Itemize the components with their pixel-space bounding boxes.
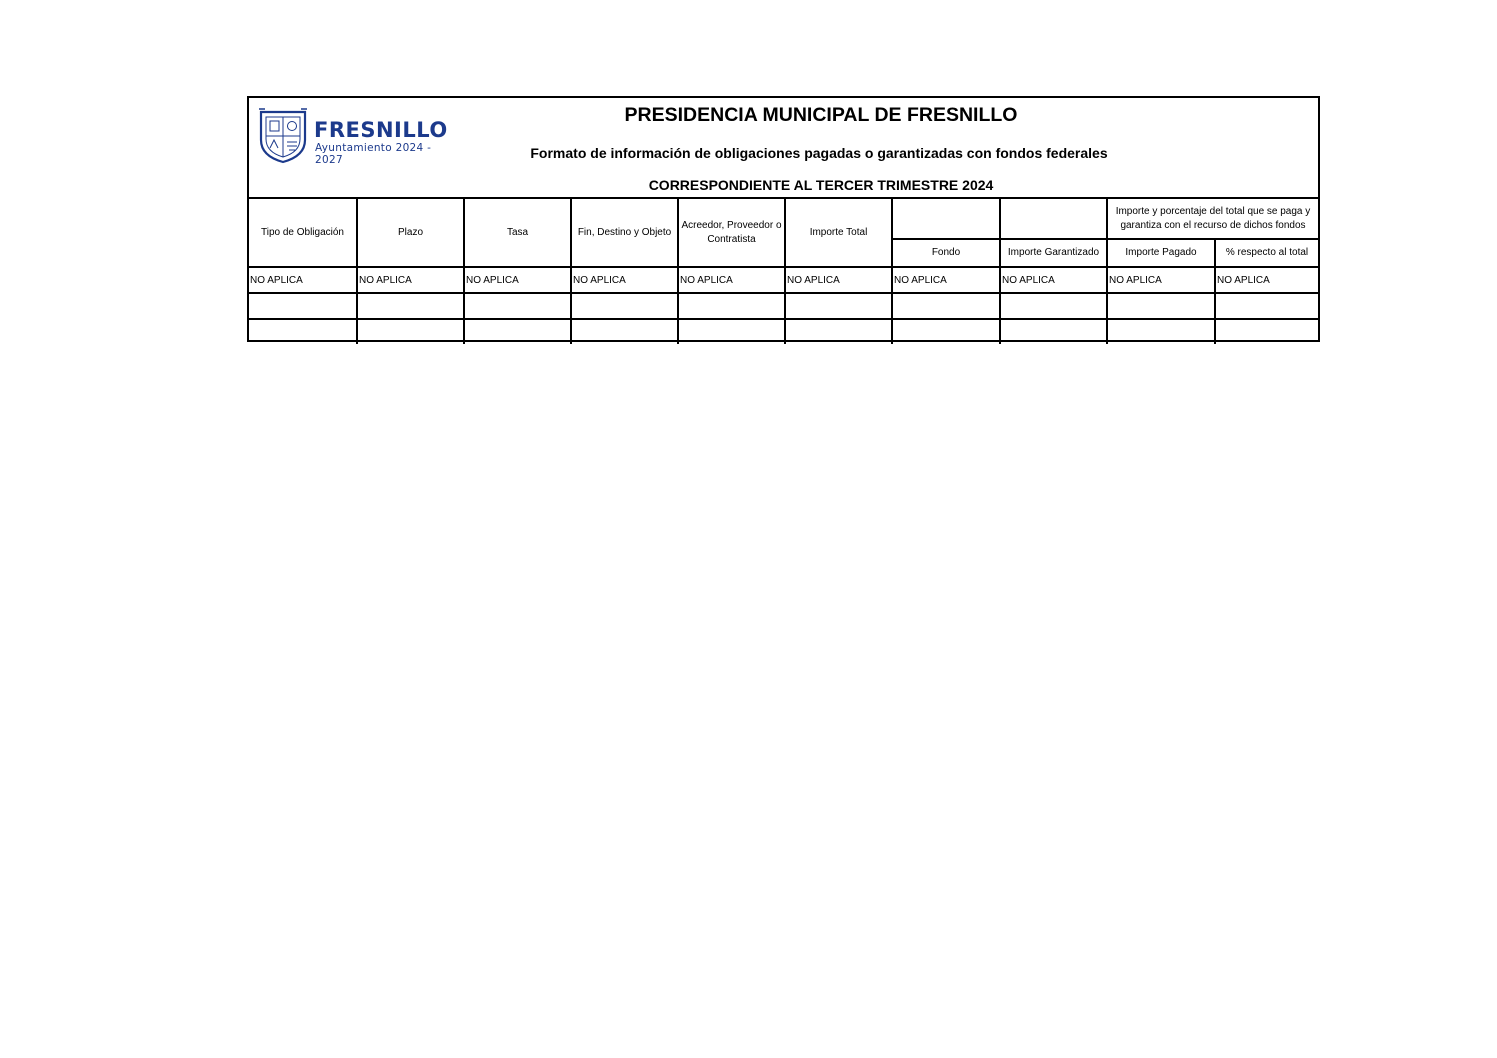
table-cell: NO APLICA — [464, 267, 571, 293]
table-cell — [678, 293, 785, 319]
table-row — [249, 267, 1318, 293]
table-cell: NO APLICA — [678, 267, 785, 293]
header-importe-garantizado: Importe Garantizado — [1000, 239, 1107, 267]
header-fin-destino-objeto: Fin, Destino y Objeto — [571, 199, 678, 267]
header-tipo-obligacion: Tipo de Obligación — [249, 199, 357, 267]
table-cell — [1107, 293, 1215, 319]
table-cell — [464, 293, 571, 319]
report-period: CORRESPONDIENTE AL TERCER TRIMESTRE 2024 — [648, 177, 994, 193]
page-title: PRESIDENCIA MUNICIPAL DE FRESNILLO — [624, 104, 1018, 126]
table-cell: NO APLICA — [785, 267, 892, 293]
table-cell: NO APLICA — [1107, 267, 1215, 293]
table-cell — [571, 319, 678, 344]
table-cell: NO APLICA — [892, 267, 1000, 293]
table-cell — [249, 319, 357, 344]
page-subtitle: Formato de información de obligaciones pagadas o garantizadas con fondos federales — [530, 145, 1108, 161]
report-header — [249, 98, 1318, 199]
header-importe-total: Importe Total — [785, 199, 892, 267]
header-plazo: Plazo — [357, 199, 464, 267]
header-acreedor: Acreedor, Proveedor o Contratista — [678, 199, 785, 267]
table-cell — [892, 319, 1000, 344]
report-form — [247, 96, 1320, 342]
table-cell — [571, 293, 678, 319]
header-blank-cell — [892, 199, 1000, 239]
table-cell — [464, 319, 571, 344]
table-cell — [785, 319, 892, 344]
table-cell — [1000, 293, 1107, 319]
table-cell — [249, 293, 357, 319]
table-cell: NO APLICA — [357, 267, 464, 293]
table-cell: NO APLICA — [571, 267, 678, 293]
header-tasa: Tasa — [464, 199, 571, 267]
table-cell — [678, 319, 785, 344]
table-cell — [1000, 319, 1107, 344]
logo-brand-text: FRESNILLO — [314, 118, 448, 142]
table-cell — [785, 293, 892, 319]
header-importe-pagado: Importe Pagado — [1107, 239, 1215, 267]
table-cell: NO APLICA — [1215, 267, 1318, 293]
table-cell — [1215, 293, 1318, 319]
table-cell — [1107, 319, 1215, 344]
table-cell — [1215, 319, 1318, 344]
table-row — [249, 319, 1318, 344]
table-row — [249, 293, 1318, 319]
header-blank-cell — [1000, 199, 1107, 239]
table-cell: NO APLICA — [1000, 267, 1107, 293]
header-porcentaje-total: % respecto al total — [1215, 239, 1318, 267]
logo-period-text: Ayuntamiento 2024 - 2027 — [315, 142, 432, 166]
obligations-table — [249, 199, 1318, 344]
header-fondo: Fondo — [892, 239, 1000, 267]
table-cell — [357, 293, 464, 319]
table-cell: NO APLICA — [249, 267, 357, 293]
table-cell — [892, 293, 1000, 319]
table-cell — [357, 319, 464, 344]
header-group-importe-porcentaje: Importe y porcentaje del total que se paga y garantiza con el recurso de dichos fondos — [1107, 199, 1318, 239]
